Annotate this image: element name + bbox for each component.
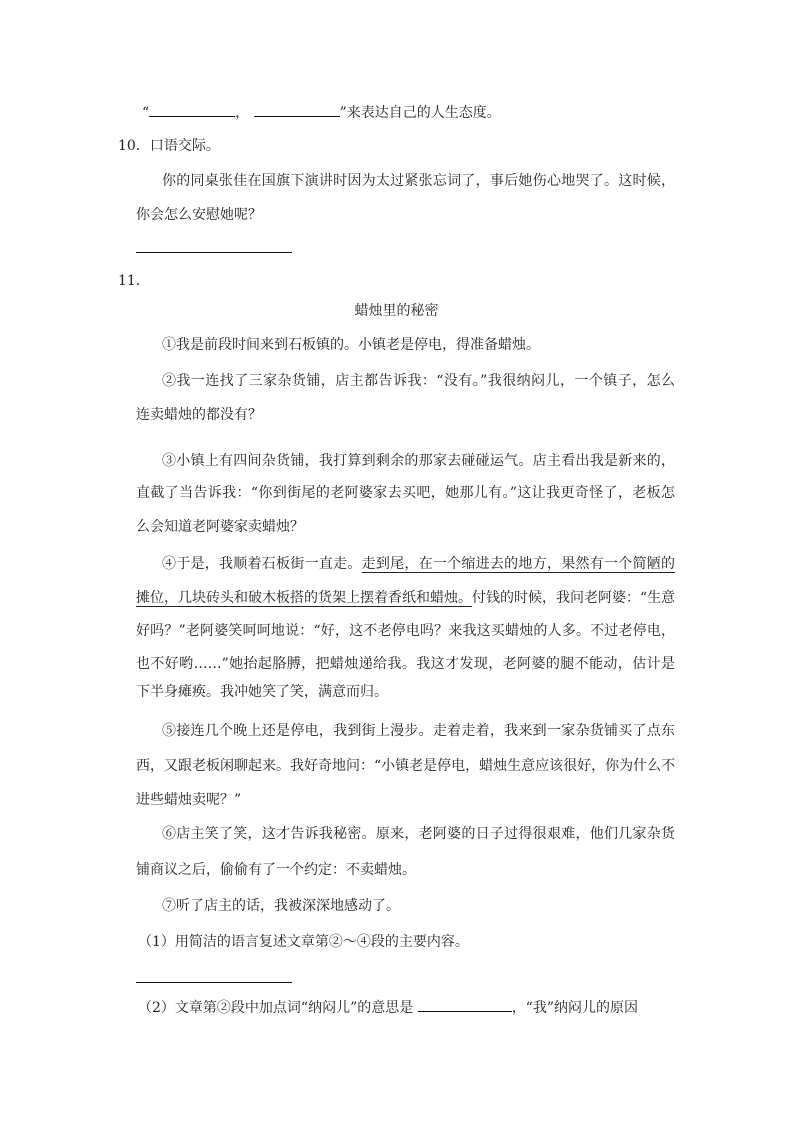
answer-blank[interactable] [418,997,512,1012]
q10-text: 你的同桌张佳在国旗下演讲时因为太过紧张忘词了，事后她伤心地哭了。这时候， [162,173,675,189]
text: 付钱的时候，我问老阿婆：“生意 [472,590,676,606]
paragraph-4 [136,588,675,608]
question-title: 口语交际。 [149,138,220,154]
answer-line[interactable] [136,982,292,983]
paragraph-5: ⑤接连几个晚上还是停电，我到街上漫步。走着走着，我来到一家杂货铺买了点东 [162,723,675,739]
paragraph-1: ①我是前段时间来到石板镇的。小镇老是停电，得准备蜡烛。 [162,337,540,353]
question-number: 10． [118,138,150,154]
q10-text: 你会怎么安慰她呢？ [136,207,262,223]
q9-answer-line [142,102,681,123]
paragraph-5: 西，又跟老板闲聊起来。我好奇地问：“小镇老是停电，蜡烛生意应该很好，你为什么不 [136,758,676,774]
text: ，“我”纳闷儿的原因 [511,1000,639,1016]
quote: “ [142,105,150,121]
paragraph-4: 下半身瘫痪。我冲她笑了笑，满意而归。 [136,684,388,700]
paragraph-7: ⑦听了店主的话，我被深深地感动了。 [162,898,400,914]
paragraph-4: 好吗？”老阿婆笑呵呵地说：“好，这不老停电吗？来我这买蜡烛的人多。不过老停电， [136,623,675,639]
comma: ， [235,105,250,121]
passage-title: 蜡烛里的秘密 [354,303,439,319]
paragraph-2: 连卖蜡烛的都没有？ [136,407,262,423]
underlined-sentence: 摊位，几块砖头和破木板搭的货架上摆着香纸和蜡烛。 [136,590,472,606]
paragraph-3: ③小镇上有四间杂货铺，我打算到剩余的那家去碰碰运气。店主看出我是新来的， [162,453,675,469]
paragraph-4 [162,554,675,574]
q10-heading [118,136,657,156]
sub-question-2 [138,997,677,1018]
answer-blank[interactable] [149,102,235,117]
q9-text: ”来表达自己的人生态度。 [339,105,501,121]
text: ④于是，我顺着石板街一直走。 [162,556,362,572]
underlined-sentence: 走到尾，在一个缩进去的地方，果然有一个简陋的 [361,556,676,572]
paragraph-5: 进些蜡烛卖呢？” [136,792,242,808]
paragraph-2: ②我一连找了三家杂货铺，店主都告诉我：“没有。”我很纳闷儿，一个镇子，怎么 [162,373,675,389]
sub-question-1: （1）用简洁的语言复述文章第②～④段的主要内容。 [138,934,469,950]
paragraph-6: 铺商议之后，偷偷有了一个约定：不卖蜡烛。 [136,862,416,878]
answer-blank[interactable] [254,102,340,117]
paragraph-6: ⑥店主笑了笑，这才告诉我秘密。原来，老阿婆的日子过得很艰难，他们几家杂货 [162,826,675,842]
paragraph-3: 么会知道老阿婆家卖蜡烛？ [136,519,304,535]
answer-line[interactable] [136,252,292,253]
paragraph-4: 也不好哟……”她抬起胳膊，把蜡烛递给我。我这才发现，老阿婆的腿不能动，估计是 [136,656,675,672]
text: （2）文章第②段中加点词“纳闷儿”的意思是 [138,1000,414,1016]
question-number: 11． [118,273,150,289]
paragraph-3: 直截了当告诉我：“你到街尾的老阿婆家去买吧，她那儿有。”这让我更奇怪了，老板怎 [136,485,675,501]
